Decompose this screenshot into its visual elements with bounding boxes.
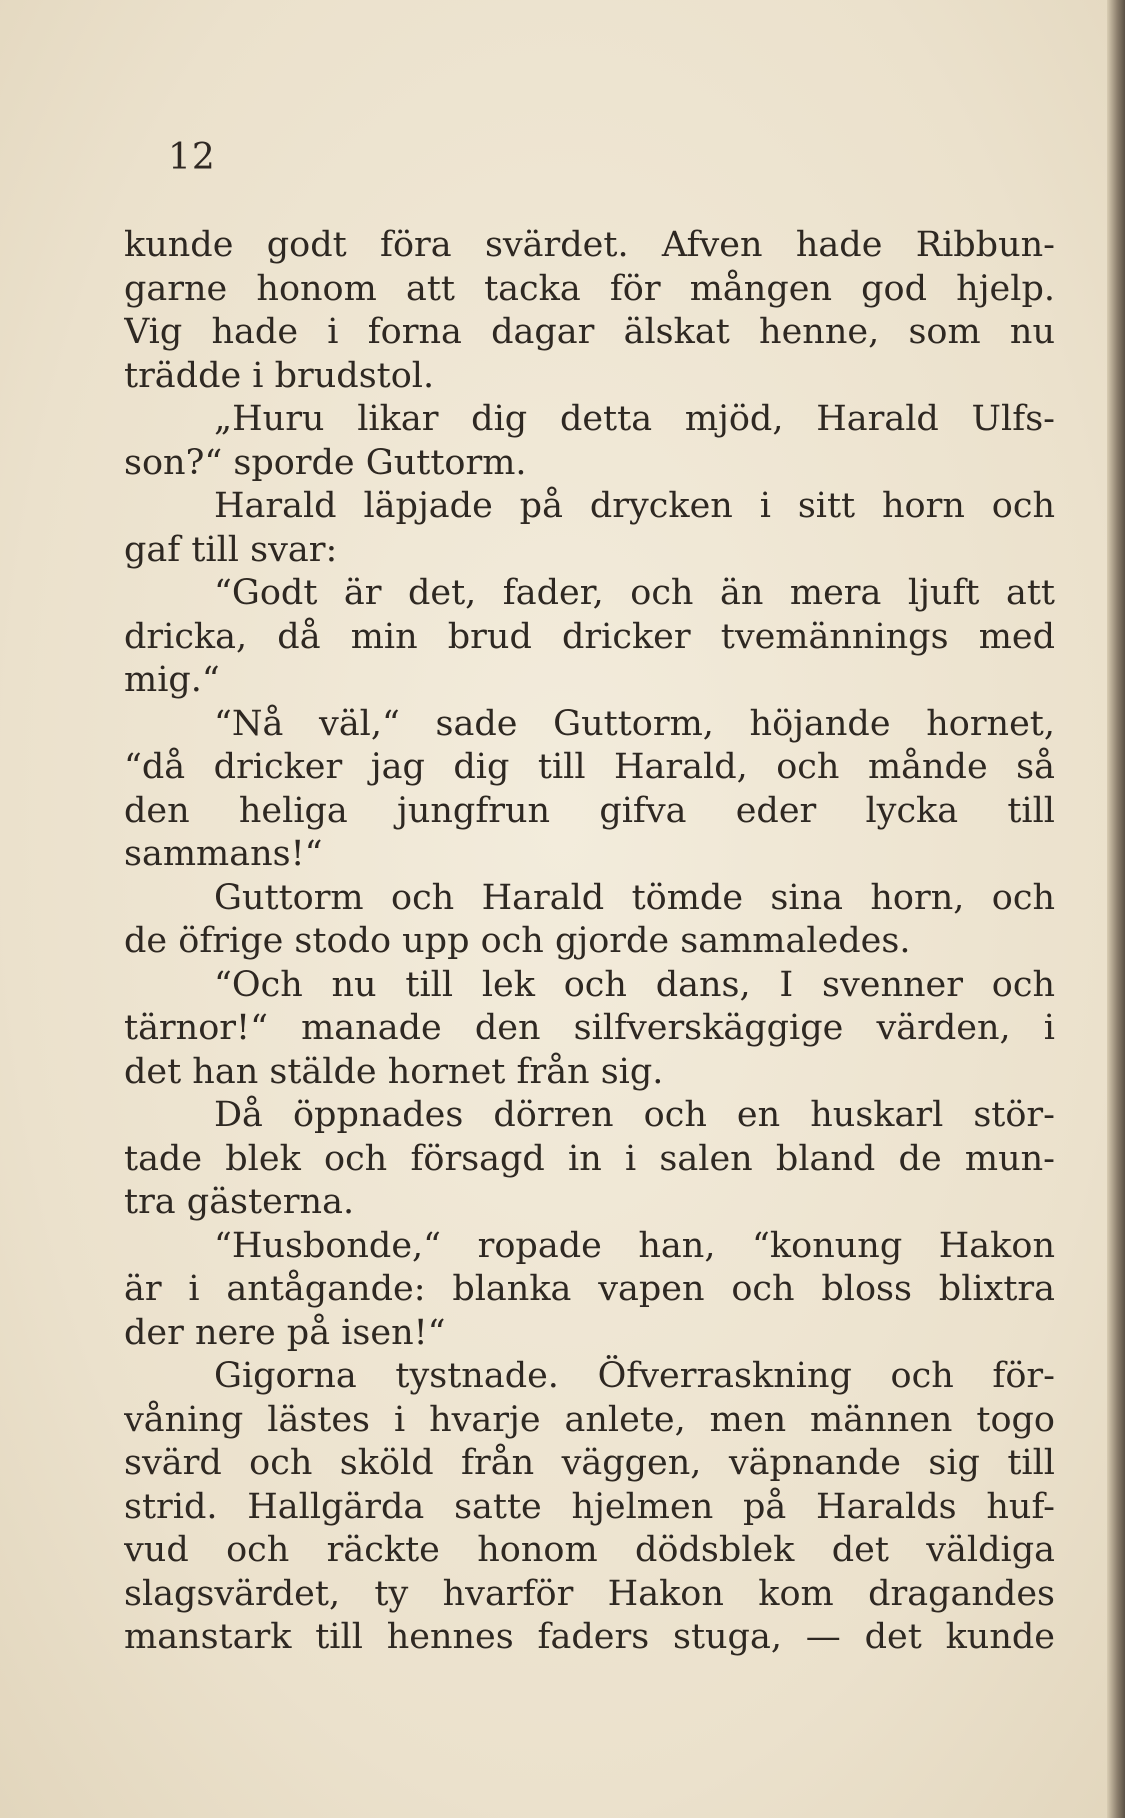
text-line: son?“ sporde Guttorm. — [124, 442, 527, 483]
text-line: der nere på isen!“ — [124, 1312, 446, 1353]
text-line: strid. Hallgärda satte hjelmen på Haralds huf- — [124, 1486, 1055, 1527]
text-line: de öfrige stodo upp och gjorde sammaledes. — [124, 921, 911, 961]
text-line: våning lästes i hvarje anlete, men männen togo — [124, 1399, 1055, 1440]
text-line: mig.“ — [124, 660, 220, 700]
text-line: Guttorm och Harald tömde sina horn, och — [214, 877, 1055, 918]
page-number: 12 — [168, 137, 216, 178]
text-line: tra gästerna. — [124, 1182, 355, 1222]
text-line: vud och räckte honom dödsblek det väldiga — [124, 1530, 1055, 1570]
text-line: Vig hade i forna dagar älskat henne, som nu — [124, 312, 1055, 352]
text-line: garne honom att tacka för mången god hjelp. — [124, 268, 1055, 309]
text-line: svärd och sköld från väggen, väpnande sig till — [124, 1443, 1055, 1483]
text-line: “då dricker jag dig till Harald, och månde så — [124, 747, 1055, 787]
text-line: slagsvärdet, ty hvarför Hakon kom dragandes — [124, 1573, 1055, 1614]
text-line: “Godt är det, fader, och än mera ljuft att — [214, 573, 1055, 613]
page-edge-shadow — [1107, 0, 1125, 1818]
text-line: gaf till svar: — [124, 529, 338, 570]
text-line: det han stälde hornet från sig. — [124, 1051, 664, 1092]
text-line: Då öppnades dörren och en huskarl stör- — [214, 1095, 1055, 1135]
text-line: „Huru likar dig detta mjöd, Harald Ulfs- — [214, 399, 1055, 439]
text-line: kunde godt föra svärdet. Afven hade Ribbun- — [124, 225, 1055, 265]
text-line: sammans!“ — [124, 834, 323, 874]
text-line: tärnor!“ manade den silfverskäggige värden, i — [124, 1008, 1055, 1048]
text-line: Gigorna tystnade. Öfverraskning och för- — [214, 1356, 1055, 1396]
text-line: dricka, då min brud dricker tvemännings med — [124, 616, 1055, 657]
text-line: “Och nu till lek och dans, I svenner och — [214, 964, 1055, 1005]
text-line: Harald läpjade på drycken i sitt horn och — [214, 486, 1055, 526]
body-text — [124, 224, 1055, 1660]
text-line: är i antågande: blanka vapen och bloss blixtra — [124, 1269, 1055, 1309]
text-line: trädde i brudstol. — [124, 355, 435, 396]
text-line: manstark till hennes faders stuga, — det kunde — [124, 1617, 1055, 1657]
text-line: den heliga jungfrun gifva eder lycka till — [124, 790, 1055, 831]
text-line: “Husbonde,“ ropade han, “konung Hakon — [214, 1225, 1055, 1266]
text-line: tade blek och försagd in i salen bland de mun- — [124, 1138, 1055, 1179]
text-line: “Nå väl,“ sade Guttorm, höjande hornet, — [214, 703, 1055, 744]
